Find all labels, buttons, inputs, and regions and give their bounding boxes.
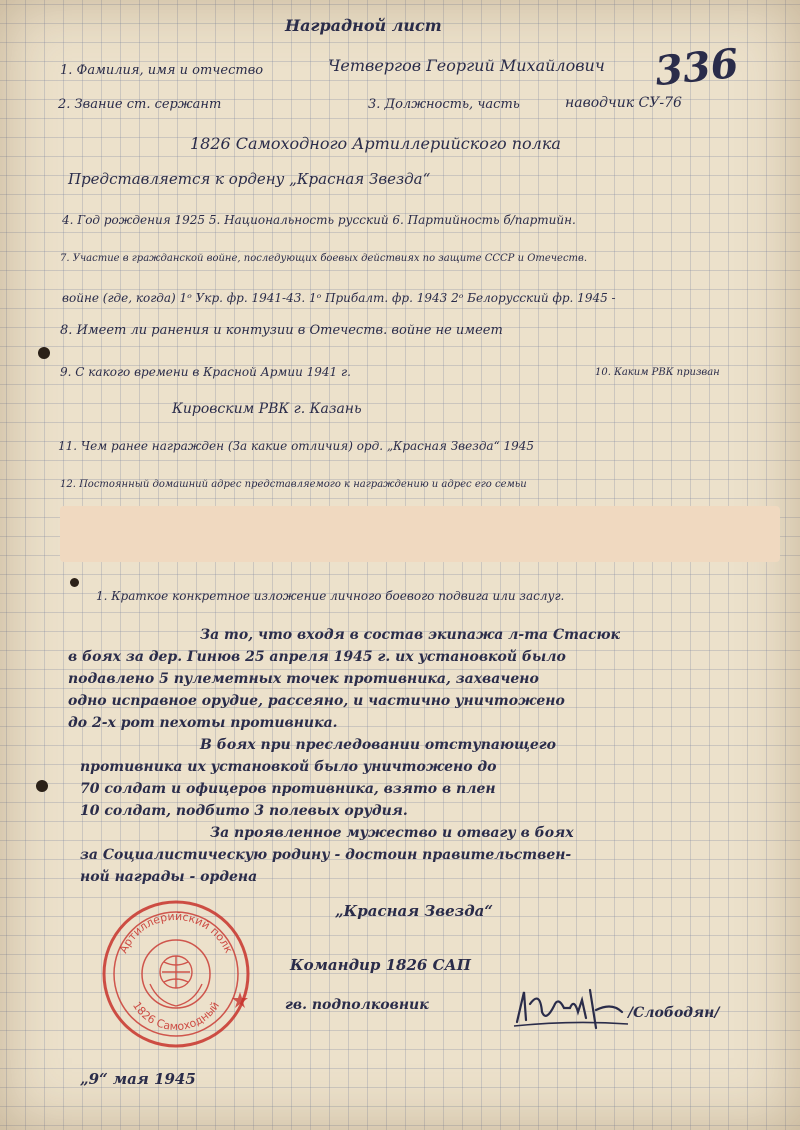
feat-text-line: до 2-х рот пехоты противника.: [68, 715, 338, 731]
feat-text-line: противника их установкой было уничтожено до: [80, 759, 497, 775]
field-7-line-2: войне (где, когда) 1ᵒ Укр. фр. 1941-43. 1ᵒ Прибалт. фр. 1943 2ᵒ Белорусский фр. 1945 -: [62, 291, 616, 305]
represented-for-award: Представляется к ордену „Красная Звезда“: [68, 170, 431, 188]
field-12: 12. Постоянный домашний адрес представляемого к награждению и адрес его семьи: [60, 479, 527, 490]
unit-name: 1826 Самоходного Артиллерийского полка: [190, 134, 561, 153]
red-seal-stamp: [100, 898, 252, 1050]
field-10-value: Кировским РВК г. Казань: [172, 401, 362, 417]
feat-text-line: За проявленное мужество и отвагу в боях: [210, 825, 574, 841]
feat-text-line: 10 солдат, подбито 3 полевых орудия.: [80, 803, 408, 819]
field-3-value: наводчик СУ-76: [565, 95, 682, 111]
field-2-rank: 2. Звание ст. сержант: [58, 97, 222, 112]
feat-text-line: в боях за дер. Гинюв 25 апреля 1945 г. их установкой было: [68, 649, 566, 665]
feat-header: 1. Краткое конкретное изложение личного боевого подвига или заслуг.: [96, 589, 565, 603]
feat-text-line: В боях при преследовании отступающего: [200, 737, 557, 753]
svg-text:1826 Самоходный: [130, 999, 222, 1033]
redacted-address: [60, 506, 780, 562]
field-1-value: Четвергов Георгий Михайлович: [328, 56, 605, 75]
punch-hole: [36, 780, 48, 792]
punch-hole: [70, 578, 79, 587]
feat-text-line: подавлено 5 пулеметных точек противника, захвачено: [68, 671, 539, 687]
feat-text-line: за Социалистическую родину - достоин правительствен-: [80, 847, 572, 863]
feat-text-line: одно исправное орудие, рассеяно, и частично уничтожено: [68, 693, 565, 709]
commander-rank: гв. подполковник: [285, 997, 429, 1013]
sheet-number: 336: [652, 39, 741, 96]
field-7-line-1: 7. Участие в гражданской войне, последующих боевых действиях по защите СССР и Отечеств.: [60, 253, 588, 264]
punch-hole: [38, 347, 50, 359]
award-name: „Красная Звезда“: [335, 902, 493, 920]
commander-name: /Слободян/: [628, 1005, 720, 1021]
feat-text-line: 70 солдат и офицеров противника, взято в плен: [80, 781, 496, 797]
field-1-label: 1. Фамилия, имя и отчество: [60, 63, 264, 78]
field-9: 9. С какого времени в Красной Армии 1941 г.: [60, 365, 351, 379]
field-10-label: 10. Каким РВК призван: [595, 367, 720, 378]
commander-title: Командир 1826 САП: [290, 956, 471, 974]
field-11: 11. Чем ранее награжден (За какие отличия) орд. „Красная Звезда“ 1945: [58, 439, 535, 453]
feat-text-line: За то, что входя в состав экипажа л-та Стасюк: [200, 627, 621, 643]
field-8: 8. Имеет ли ранения и контузии в Отечеств. войне не имеет: [60, 323, 503, 338]
document-title: Наградной лист: [285, 16, 442, 35]
stamp-text-top: Артиллерийский полк: [116, 909, 236, 956]
stamp-text-bottom: 1826 Самоходный: [130, 999, 222, 1034]
commander-signature: [512, 982, 632, 1032]
field-3-label: 3. Должность, часть: [368, 97, 520, 112]
field-4-6: 4. Год рождения 1925 5. Национальность русский 6. Партийность б/партийн.: [62, 213, 576, 227]
document-date: „9“ мая 1945: [80, 1070, 196, 1088]
feat-text-line: ной награды - ордена: [80, 869, 258, 885]
